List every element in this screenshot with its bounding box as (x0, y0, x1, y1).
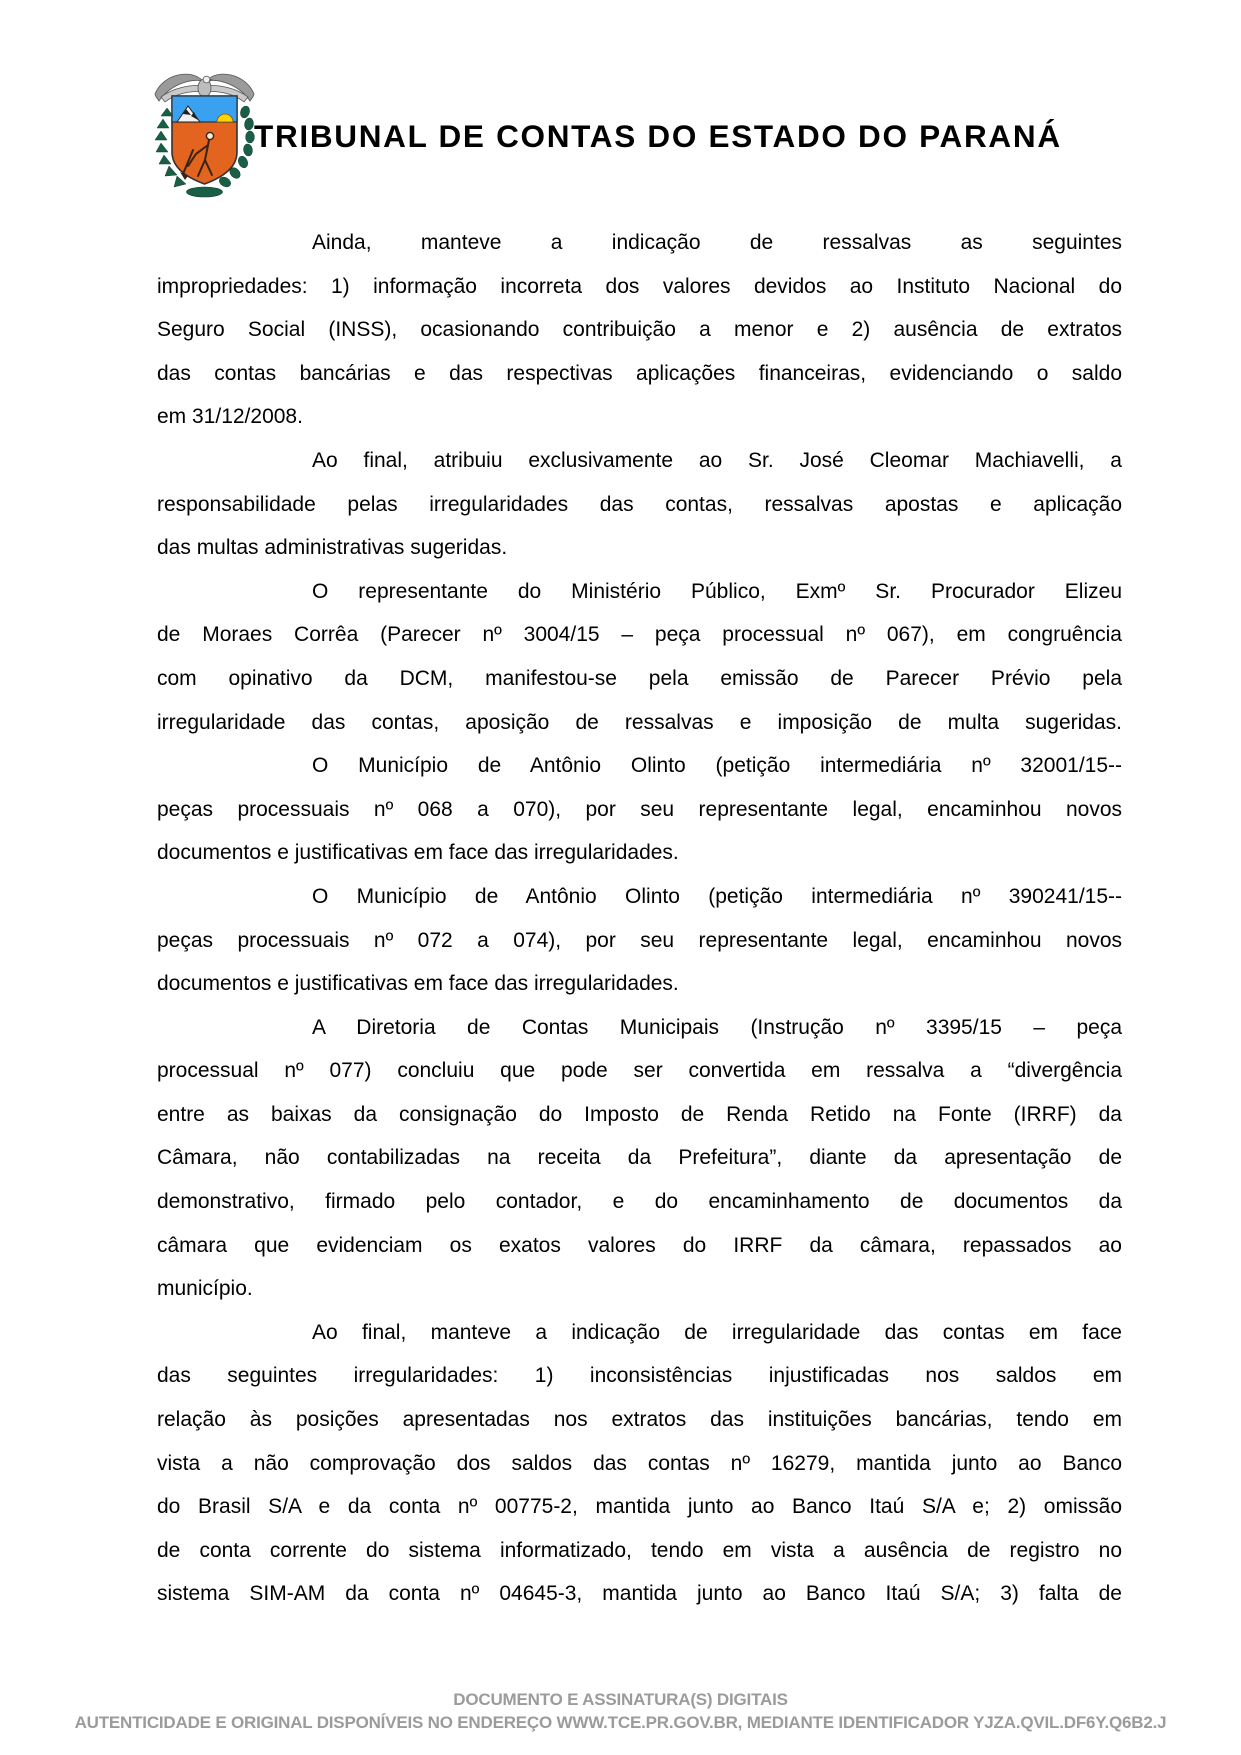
text-line: Câmara, não contabilizadas na receita da Prefeitura”, diante da apresentação de (157, 1146, 1122, 1170)
text-line: documentos e justificativas em face das irregularidades. (157, 972, 679, 996)
document-footer (0, 1689, 1241, 1734)
text-line: O Município de Antônio Olinto (petição intermediária nº 32001/15-- (312, 754, 1122, 778)
text-line: O Município de Antônio Olinto (petição intermediária nº 390241/15-- (312, 884, 1122, 908)
page-title: TRIBUNAL DE CONTAS DO ESTADO DO PARANÁ (254, 118, 1062, 154)
text-line: Ainda, manteve a indicação de ressalvas as seguintes (312, 231, 1122, 254)
text-line: Seguro Social (INSS), ocasionando contribuição a menor e 2) ausência de extratos (157, 318, 1122, 342)
text-line: relação às posições apresentadas nos extratos das instituições bancárias, tendo em (157, 1408, 1122, 1432)
text-line: de Moraes Corrêa (Parecer nº 3004/15 – peça processual nº 067), em congruência (157, 623, 1122, 647)
text-line: processual nº 077) concluiu que pode ser convertida em ressalva a “divergência (157, 1059, 1122, 1083)
text-line: A Diretoria de Contas Municipais (Instrução nº 3395/15 – peça (312, 1015, 1122, 1039)
text-line: peças processuais nº 068 a 070), por seu representante legal, encaminhou novos (157, 797, 1122, 821)
text-line: O representante do Ministério Público, Exmº Sr. Procurador Elizeu (312, 579, 1122, 603)
text-line: do Brasil S/A e da conta nº 00775-2, mantida junto ao Banco Itaú S/A e; 2) omissão (157, 1495, 1122, 1519)
text-line: em 31/12/2008. (157, 405, 303, 429)
text-line: câmara que evidenciam os exatos valores do IRRF da câmara, repassados ao (157, 1233, 1122, 1257)
text-line: responsabilidade pelas irregularidades das contas, ressalvas apostas e aplicação (157, 492, 1122, 516)
text-line: Ao final, manteve a indicação de irregularidade das contas em face (312, 1320, 1122, 1344)
text-line: de conta corrente do sistema informatizado, tendo em vista a ausência de registro no (157, 1538, 1122, 1562)
text-line: entre as baixas da consignação do Imposto de Renda Retido na Fonte (IRRF) da (157, 1102, 1122, 1126)
footer-line-1: DOCUMENTO E ASSINATURA(S) DIGITAIS (453, 1690, 788, 1709)
text-line: documentos e justificativas em face das irregularidades. (157, 841, 679, 865)
text-line: irregularidade das contas, aposição de ressalvas e imposição de multa sugeridas. (157, 710, 1122, 734)
text-line: município. (157, 1277, 253, 1301)
text-line: das multas administrativas sugeridas. (157, 536, 508, 560)
parana-coat-of-arms-icon (147, 64, 262, 199)
text-line: Ao final, atribuiu exclusivamente ao Sr. José Cleomar Machiavelli, a (312, 448, 1122, 472)
footer-line-2: AUTENTICIDADE E ORIGINAL DISPONÍVEIS NO ENDEREÇO WWW.TCE.PR.GOV.BR, MEDIANTE IDENTIFICADOR YJZA.QVIL.DF6Y.Q6B2.J (74, 1712, 1167, 1732)
document-body (157, 221, 1122, 1616)
text-line: sistema SIM-AM da conta nº 04645-3, mantida junto ao Banco Itaú S/A; 3) falta de (157, 1582, 1122, 1606)
text-line: com opinativo da DCM, manifestou-se pela emissão de Parecer Prévio pela (157, 666, 1122, 690)
text-line: demonstrativo, firmado pelo contador, e do encaminhamento de documentos da (157, 1190, 1122, 1214)
text-line: impropriedades: 1) informação incorreta dos valores devidos ao Instituto Nacional do (157, 274, 1122, 298)
text-line: peças processuais nº 072 a 074), por seu representante legal, encaminhou novos (157, 928, 1122, 952)
text-line: das seguintes irregularidades: 1) inconsistências injustificadas nos saldos em (157, 1364, 1122, 1388)
text-line: vista a não comprovação dos saldos das contas nº 16279, mantida junto ao Banco (157, 1451, 1122, 1475)
text-line: das contas bancárias e das respectivas aplicações financeiras, evidenciando o saldo (157, 361, 1122, 385)
